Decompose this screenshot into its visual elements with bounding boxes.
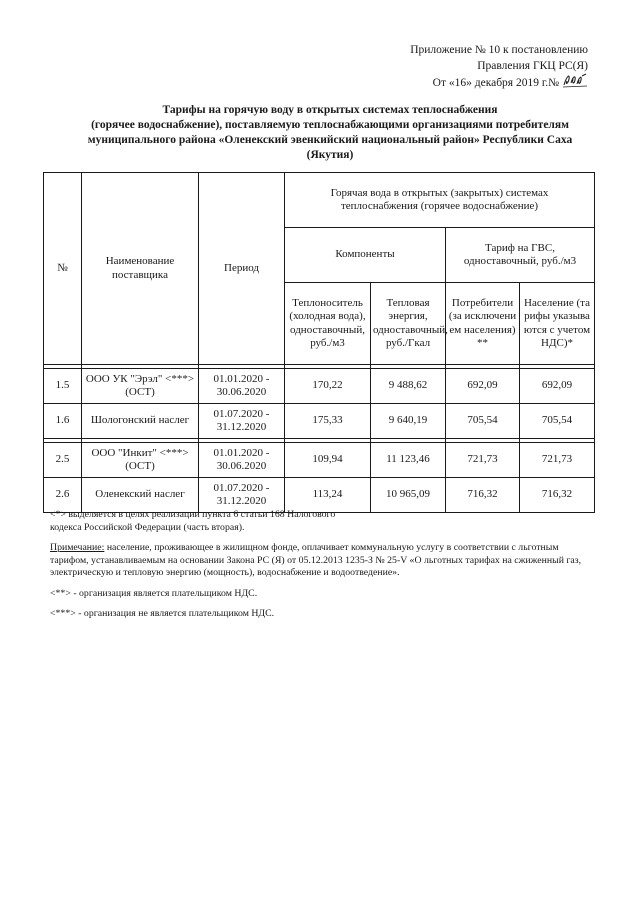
row-carrier: 170,22 — [285, 369, 371, 404]
row-consumers: 721,73 — [446, 443, 520, 478]
title-line-3: муниципального района «Оленекский эвенкийский национальный район» Республики Саха — [87, 134, 573, 146]
note-vat-payer-mark: <**> — [50, 587, 71, 599]
row-carrier: 175,33 — [285, 404, 371, 439]
table-row — [44, 478, 595, 513]
row-population: 721,73 — [520, 443, 595, 478]
header-heat-carrier: Теплоноситель (холодная вода), одноставочный, руб./м3 — [285, 283, 371, 365]
note-star-text-1: выделяется в целях реализации пункта 6 статьи 168 Налогового — [68, 509, 336, 520]
approval-block — [410, 42, 588, 91]
table-row — [44, 443, 595, 478]
row-period: 01.07.2020 - 31.12.2020 — [199, 478, 285, 513]
row-consumers: 705,54 — [446, 404, 520, 439]
note-remark-label: Примечание: — [50, 542, 105, 553]
row-consumers: 716,32 — [446, 478, 520, 513]
note-remark-text-2: тарифом, устанавливаемым на основании Закона РС (Я) от 05.12.2013 1235-З № 25-V «О льготных тарифах на сжиженный газ, — [50, 554, 582, 566]
footnotes — [50, 509, 640, 629]
note-remark-text-3: электрическую и тепловую энергию (мощность), водоснабжение и водоотведение». — [50, 567, 400, 578]
row-heat: 10 965,09 — [371, 478, 446, 513]
supplier-name: ООО "Инкит" <***> (ОСТ) — [82, 443, 199, 478]
row-period: 01.01.2020 - 30.06.2020 — [199, 443, 285, 478]
handwritten-number — [562, 74, 588, 88]
note-vat-allocation — [50, 509, 640, 534]
title-line-4: (Якутия) — [306, 149, 354, 161]
row-number: 1.6 — [44, 404, 82, 439]
header-number: № — [44, 173, 82, 365]
row-number: 2.5 — [44, 443, 82, 478]
row-population: 716,32 — [520, 478, 595, 513]
header-consumers: Потребители (за исключением населения)** — [446, 283, 520, 365]
table-row — [44, 404, 595, 439]
row-period: 01.01.2020 - 30.06.2020 — [199, 369, 285, 404]
note-star-text-2: кодекса Российской Федерации (часть вторая). — [50, 521, 245, 533]
header-population: Население (тарифы указываются с учетом НДС)* — [520, 283, 595, 365]
row-consumers: 692,09 — [446, 369, 520, 404]
approval-date: От «16» декабря 2019 г.№ — [432, 77, 560, 89]
header-heat-energy: Тепловая энергия, одноставочный, руб./Гкал — [371, 283, 446, 365]
title-line-1: Тарифы на горячую воду в открытых системах теплоснабжения — [162, 104, 498, 116]
table-row — [44, 369, 595, 404]
approval-line-1: Приложение № 10 к постановлению — [410, 44, 588, 56]
row-number: 1.5 — [44, 369, 82, 404]
row-population: 705,54 — [520, 404, 595, 439]
row-population: 692,09 — [520, 369, 595, 404]
header-period: Период — [199, 173, 285, 365]
header-supplier: Наименование поставщика — [82, 173, 199, 365]
header-components: Компоненты — [285, 228, 446, 283]
note-non-vat-mark: <***> — [50, 608, 76, 619]
note-vat-payer-text: - организация является плательщиком НДС. — [73, 587, 258, 599]
row-number: 2.6 — [44, 478, 82, 513]
row-heat: 11 123,46 — [371, 443, 446, 478]
row-heat: 9 640,19 — [371, 404, 446, 439]
header-gvs-tariff: Тариф на ГВС, одноставочный, руб./м3 — [446, 228, 595, 283]
approval-line-2: Правления ГКЦ РС(Я) — [477, 60, 588, 72]
note-non-vat — [50, 608, 640, 621]
note-remark — [50, 542, 640, 580]
supplier-name: ООО УК "Эрэл" <***> (ОСТ) — [82, 369, 199, 404]
row-carrier: 109,94 — [285, 443, 371, 478]
note-star-mark: <*> — [50, 509, 66, 520]
note-non-vat-text: - организация не является плательщиком НДС. — [78, 608, 275, 619]
title-line-2: (горячее водоснабжение), поставляемую теплоснабжающими организациями потребителям — [91, 119, 569, 131]
note-remark-text-1: население, проживающее в жилищном фонде, оплачивает коммунальную услугу в соответствии с льготным — [106, 542, 559, 553]
row-heat: 9 488,62 — [371, 369, 446, 404]
header-hot-water: Горячая вода в открытых (закрытых) системах теплоснабжения (горячее водоснабжение) — [285, 173, 595, 228]
row-carrier: 113,24 — [285, 478, 371, 513]
document-title — [60, 103, 600, 163]
row-period: 01.07.2020 - 31.12.2020 — [199, 404, 285, 439]
note-vat-payer — [50, 588, 640, 601]
supplier-area: Оленекский наслег — [82, 478, 199, 513]
supplier-area: Шологонский наслег — [82, 404, 199, 439]
approval-line-3 — [410, 74, 588, 91]
tariff-table — [43, 172, 595, 513]
